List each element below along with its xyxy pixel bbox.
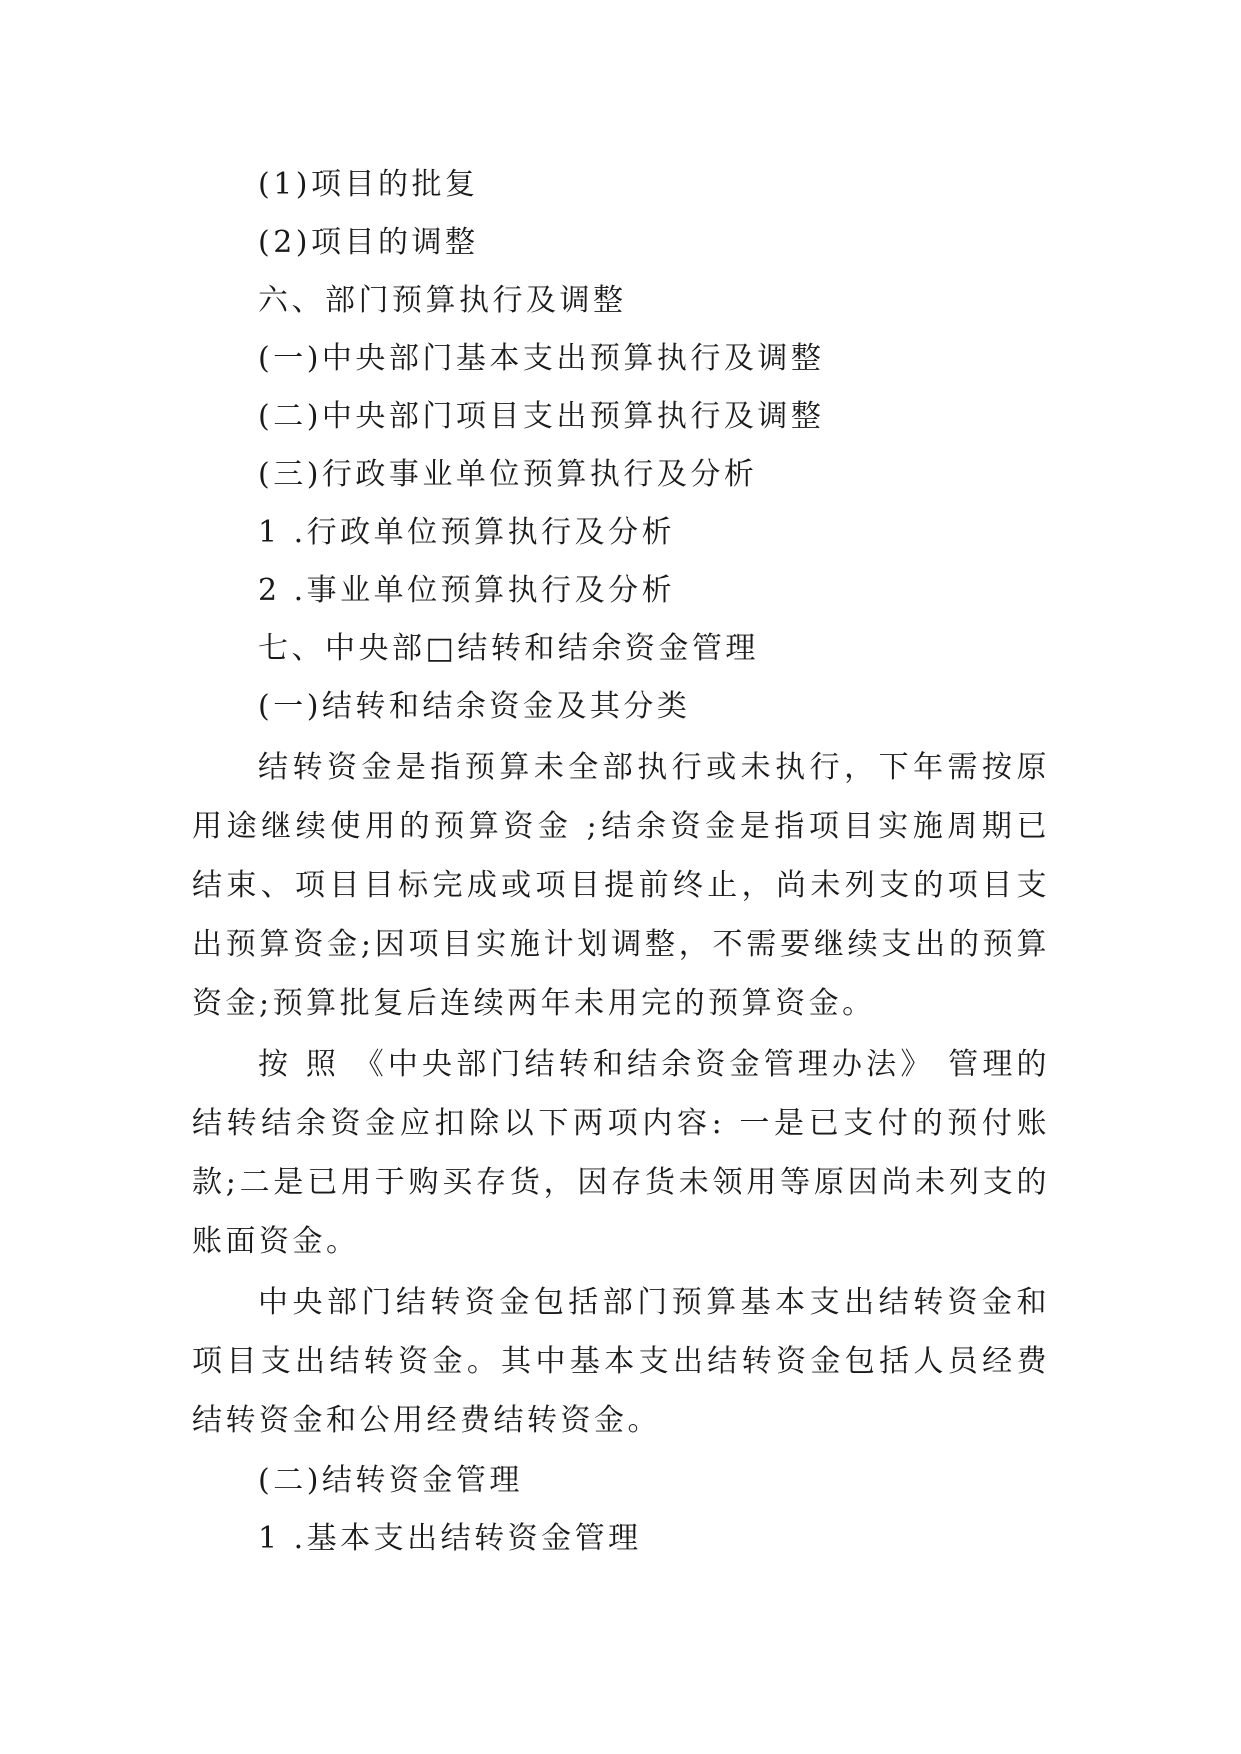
paragraph-management-rules: 按 照 《中央部门结转和结余资金管理办法》 管理的结转结余资金应扣除以下两项内容: 一是已支付的预付账款;二是已用于购买存货，因存货未领用等原因尚未列支的账面资金。 [192, 1047, 1050, 1259]
section-heading-6: 六、部门预算执行及调整 [258, 283, 627, 318]
subsection-heading-project-expenditure: (二)中央部门项目支出预算执行及调整 [258, 399, 825, 434]
subsection-heading-basic-expenditure: (一)中央部门基本支出预算执行及调整 [258, 341, 825, 376]
outline-item-project-approval: (1)项目的批复 [258, 167, 479, 202]
subsection-heading-administrative-units: (三)行政事业单位预算执行及分析 [258, 457, 758, 492]
paragraph-carryover-composition: 中央部门结转资金包括部门预算基本支出结转资金和项目支出结转资金。其中基本支出结转资金包括人员经费结转资金和公用经费结转资金。 [192, 1285, 1050, 1438]
section-heading-7: 七、中央部□结转和结余资金管理 [258, 631, 759, 666]
subsection-heading-carryover-management: (二)结转资金管理 [258, 1463, 523, 1498]
subsection-heading-fund-classification: (一)结转和结余资金及其分类 [258, 689, 691, 724]
outline-item-basic-carryover-management: 1 .基本支出结转资金管理 [258, 1521, 642, 1556]
document-page [192, 156, 1050, 1568]
outline-item-project-adjustment: (2)项目的调整 [258, 225, 479, 260]
paragraph-fund-definition: 结转资金是指预算未全部执行或未执行，下年需按原用途继续使用的预算资金 ;结余资金是指项目实施周期已结束、项目目标完成或项目提前终止，尚未列支的项目支出预算资金;因项目实施计划调整，不需要继续支出的预算资金;预算批复后连续两年未用完的预算资金。 [192, 750, 1050, 1021]
outline-item-institution-unit-analysis: 2 .事业单位预算执行及分析 [258, 573, 676, 608]
outline-item-administrative-unit-analysis: 1 .行政单位预算执行及分析 [258, 515, 676, 550]
